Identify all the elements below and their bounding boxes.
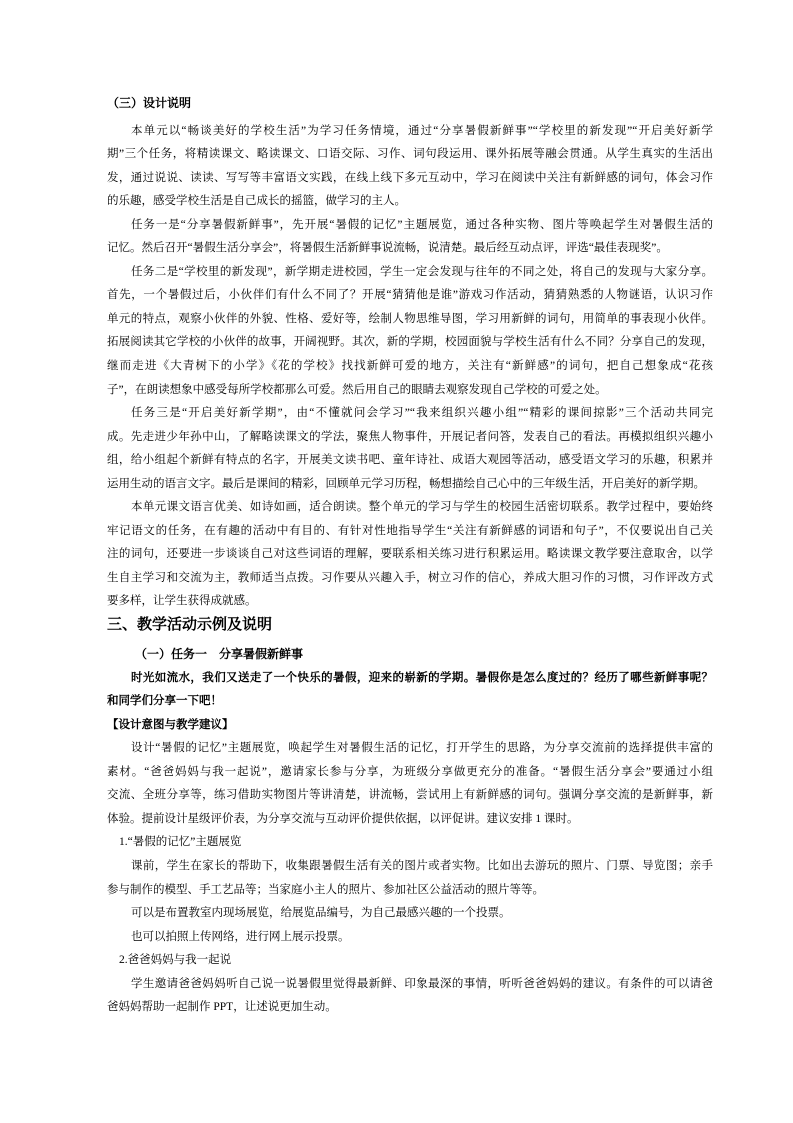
task1-heading: （一）任务一 分享暑假新鲜事 (135, 647, 304, 662)
paragraph-line: 任务三是“开启美好新学期”，由“不懂就问会学习”“我来组织兴趣小组”“精彩的课间掠影”三个活动共同完 (131, 407, 713, 420)
paragraph-line: 的乐趣，感受学校生活是自己成长的摇篮，做学习的主人。 (107, 195, 406, 208)
paragraph-line: 和同学们分享一下吧！ (107, 695, 222, 708)
paragraph-line: 本单元以“畅谈美好的学校生活”为学习任务情境，通过“分享暑假新鲜事”“学校里的新发现”“开启美好新学 (131, 124, 713, 137)
item1-paragraph-2 (107, 902, 713, 926)
paragraph-line: 体验。提前设计星级评价表，为分享交流与互动评价提供依据，以评促讲。建议安排 1 课时。 (107, 812, 579, 825)
design-notes-heading: （三）设计说明 (107, 96, 192, 110)
paragraph-line: 学生邀请爸爸妈妈听自己说一说暑假里觉得最新鲜、印象最深的事情，听听爸爸妈妈的建议。有条件的可以请爸 (131, 977, 713, 990)
paragraph-line: 继而走进《大青树下的小学》《花的学校》找找新鲜可爱的地方，关注有“新鲜感”的词句，把自己想象成“花孩 (107, 360, 713, 373)
paragraph-line: 成。先走进少年孙中山，了解略读课文的学法，聚焦人物事件，开展记者问答，发表自己的看法。再模拟组织兴趣小 (107, 430, 713, 443)
item2-paragraph-1 (107, 973, 713, 1020)
paragraph-line: 期”三个任务，将精读课文、略读课文、口语交际、习作、词句段运用、课外拓展等融会贯通。从学生真实的生活出 (107, 148, 713, 161)
paragraph-line: 任务二是“学校里的新发现”，新学期走进校园，学生一定会发现与往年的不同之处，将自己的发现与大家分享。 (131, 265, 713, 278)
paragraph-line: 时光如流水，我们又送走了一个快乐的暑假，迎来的崭新的学期。暑假你是怎么度过的？经历了哪些新鲜事呢？ (131, 671, 713, 684)
paragraph-line: 爸妈妈帮助一起制作 PPT，让述说更加生动。 (107, 1001, 337, 1014)
paragraph-line: 子”，在朗读想象中感受每所学校都那么可爱。然后用自己的眼睛去观察发现自己学校的可爱之处。 (107, 383, 607, 396)
activities-section-heading: 三、教学活动示例及说明 (107, 617, 273, 634)
design-intent-label: 【设计意图与教学建议】 (107, 718, 234, 731)
task1-intro (107, 667, 713, 714)
paragraph-line: 要多样，让学生获得成就感。 (107, 595, 257, 608)
paragraph-line: 设计“暑假的记忆”主题展览，唤起学生对暑假生活的记忆，打开学生的思路，为分享交流前的选择提供丰富的 (131, 742, 713, 755)
item1-paragraph-1 (107, 855, 713, 902)
paragraph-line: 运用生动的语言文字。最后是课间的精彩，回顾单元学习历程，畅想描绘自己心中的三年级生活，开启美好的新学期。 (107, 477, 705, 490)
paragraph-line: 也可以拍照上传网络，进行网上展示投票。 (131, 930, 350, 943)
design-paragraph-1 (107, 120, 713, 214)
design-paragraph-5 (107, 496, 713, 614)
paragraph-line: 牢记语文的任务，在有趣的活动中有目的、有针对性地指导学生“关注有新鲜感的词语和句子”，不仅要说出自己关 (107, 524, 713, 537)
paragraph-line: 拓展阅读其它学校的小伙伴的故事，开阔视野。其次，新的学期，校园面貌与学校生活有什么不同？分享自己的发现， (107, 336, 713, 349)
paragraph-line: 本单元课文语言优美、如诗如画，适合朗读。整个单元的学习与学生的校园生活密切联系。教学过程中，要始终 (131, 501, 713, 514)
paragraph-line: 发，通过说说、读读、写写等丰富语文实践，在线上线下多元互动中，学习在阅读中关注有新鲜感的词句，体会习作 (107, 171, 713, 184)
paragraph-line: 首先，一个暑假过后，小伙伴们有什么不同了？开展“猜猜他是谁”游戏习作活动，猜猜熟悉的人物谜语，认识习作 (107, 289, 713, 302)
paragraph-line: 单元的特点，观察小伙伴的外貌、性格、爱好等，绘制人物思维导图，学习用新鲜的词句，用简单的事表现小伙伴。 (107, 312, 713, 325)
item1-paragraph-3 (107, 926, 713, 950)
paragraph-line: 记忆。然后召开“暑假生活分享会”，将暑假生活新鲜事说流畅，说清楚。最后经互动点评，评选“最佳表现奖”。 (107, 242, 668, 255)
design-paragraph-2 (107, 214, 713, 261)
paragraph-line: 交流、全班分享等，练习借助实物图片等讲清楚，讲流畅，尝试用上有新鲜感的词句。强调分享交流的是新鲜事，新 (107, 789, 713, 802)
paragraph-line: 注的词句，还要进一步谈谈自己对这些词语的理解，要联系相关练习进行积累运用。略读课文教学要注意取舍，以学 (107, 548, 713, 561)
design-paragraph-3 (107, 261, 713, 402)
paragraph-line: 组，给小组起个新鲜有特点的名字，开展美文读书吧、童年诗社、成语大观园等活动，感受语文学习的乐趣，积累并 (107, 454, 713, 467)
paragraph-line: 素材。“爸爸妈妈与我一起说”，邀请家长参与分享，为班级分享做更充分的准备。“暑假生活分享会”要通过小组 (107, 765, 713, 778)
design-paragraph-4 (107, 402, 713, 496)
document-body (107, 92, 713, 1020)
design-intent-paragraph (107, 737, 713, 831)
item1-title: 1.“暑假的记忆”主题展览 (119, 836, 242, 849)
paragraph-line: 生自主学习和交流为主，教师适当点拨。习作要从兴趣入手，树立习作的信心，养成大胆习作的习惯，习作评改方式 (107, 571, 713, 584)
item2-title: 2.爸爸妈妈与我一起说 (119, 954, 232, 967)
paragraph-line: 参与制作的模型、手工艺品等；当家庭小主人的照片、参加社区公益活动的照片等等。 (107, 883, 544, 896)
paragraph-line: 课前，学生在家长的帮助下，收集跟暑假生活有关的图片或者实物。比如出去游玩的照片、门票、导览图；亲手 (131, 859, 713, 872)
paragraph-line: 任务一是“分享暑假新鲜事”，先开展“暑假的记忆”主题展览，通过各种实物、图片等唤起学生对暑假生活的 (131, 218, 713, 231)
paragraph-line: 可以是布置教室内现场展览，给展览品编号，为自己最感兴趣的一个投票。 (131, 907, 511, 920)
